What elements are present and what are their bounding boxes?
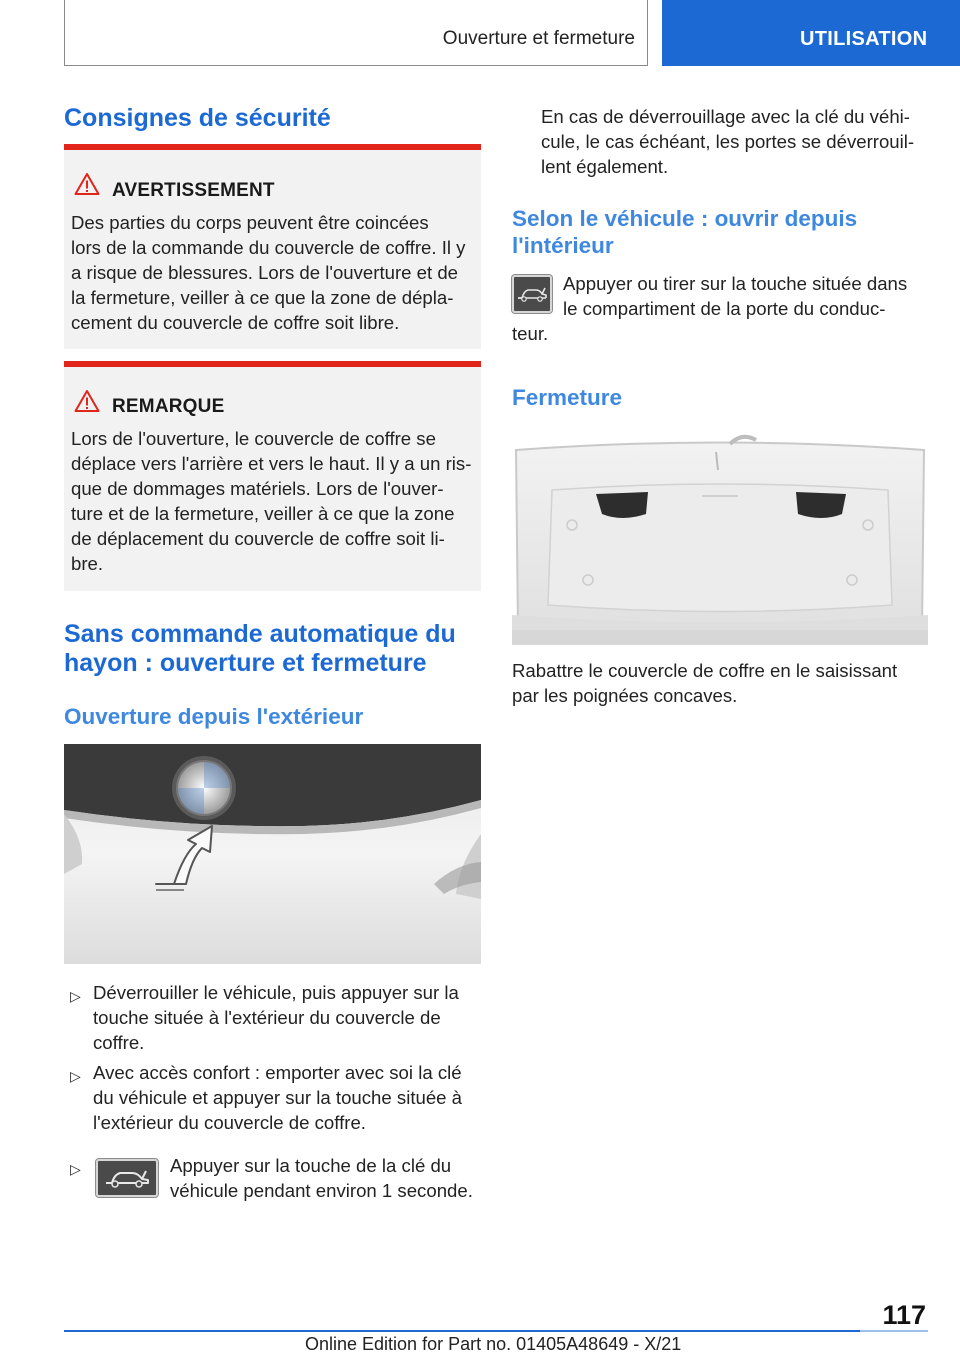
closing-line: Rabattre le couvercle de coffre en le saisissant bbox=[512, 660, 898, 681]
intro-line: lent également. bbox=[541, 156, 669, 177]
warning-line: lors de la commande du couvercle de coffre. Il y bbox=[71, 237, 466, 258]
section-heading bbox=[64, 620, 456, 678]
warning-line: a risque de blessures. Lors de l'ouverture et de bbox=[71, 262, 459, 283]
bullet-line: coffre. bbox=[93, 1032, 145, 1053]
interior-text bbox=[563, 271, 907, 321]
bullet-line: l'extérieur du couvercle de coffre. bbox=[93, 1112, 366, 1133]
remark-line: ture et de la fermeture, veiller à ce que la zone bbox=[71, 503, 455, 524]
bullet-line: Avec accès confort : emporter avec soi la clé bbox=[93, 1062, 462, 1083]
remark-notice bbox=[64, 361, 481, 591]
interior-heading bbox=[512, 205, 857, 259]
warning-line: Des parties du corps peuvent être coincées bbox=[71, 212, 429, 233]
remark-title: REMARQUE bbox=[112, 396, 225, 417]
trunk-interior-illustration bbox=[512, 430, 928, 645]
interior-line: Appuyer ou tirer sur la touche située dans bbox=[563, 273, 908, 294]
interior-heading-line: Selon le véhicule : ouvrir depuis bbox=[512, 206, 858, 231]
bullet-line: Appuyer sur la touche de la clé du bbox=[170, 1155, 452, 1176]
bullet-item bbox=[170, 1153, 473, 1203]
bullet-marker: ▷ bbox=[70, 988, 81, 1004]
section-heading-line: Sans commande automatique du bbox=[64, 620, 456, 648]
remark-line: déplace vers l'arrière et vers le haut. Il y a un ris- bbox=[71, 453, 472, 474]
bullet-line: du véhicule et appuyer sur la touche située à bbox=[93, 1087, 463, 1108]
safety-heading: Consignes de sécurité bbox=[64, 104, 331, 132]
header-section-title: Ouverture et fermeture bbox=[442, 28, 635, 49]
remark-line: Lors de l'ouverture, le couvercle de coffre se bbox=[71, 428, 436, 449]
intro-paragraph bbox=[541, 104, 914, 179]
remark-line: de déplacement du couvercle de coffre soit li- bbox=[71, 528, 445, 549]
section-heading-line: hayon : ouverture et fermeture bbox=[64, 649, 427, 677]
bullet-marker: ▷ bbox=[70, 1161, 81, 1177]
bullet-marker: ▷ bbox=[70, 1068, 81, 1084]
warning-notice bbox=[64, 144, 481, 349]
remark-body bbox=[71, 426, 477, 576]
remark-line: que de dommages matériels. Lors de l'ouver- bbox=[71, 478, 444, 499]
intro-line: En cas de déverrouillage avec la clé du véhi- bbox=[541, 106, 910, 127]
bullet-item bbox=[93, 1060, 462, 1135]
bullet-line: touche située à l'extérieur du couvercle de bbox=[93, 1007, 441, 1028]
bullet-line: véhicule pendant environ 1 seconde. bbox=[170, 1180, 473, 1201]
key-trunk-button-icon bbox=[96, 1159, 158, 1197]
footer-edition: Online Edition for Part no. 01405A48649 - X/21 bbox=[305, 1334, 682, 1354]
exterior-subheading: Ouverture depuis l'extérieur bbox=[64, 704, 364, 729]
intro-line: cule, le cas échéant, les portes se déverrouil- bbox=[541, 131, 915, 152]
warning-line: cement du couvercle de coffre soit libre. bbox=[71, 312, 400, 333]
interior-line: le compartiment de la porte du conduc- bbox=[563, 298, 886, 319]
header-chapter-label: UTILISATION bbox=[800, 28, 928, 50]
warning-triangle-icon bbox=[74, 389, 100, 413]
interior-heading-line: l'intérieur bbox=[512, 233, 614, 258]
footer-divider-accent bbox=[860, 1330, 928, 1332]
bullet-item bbox=[93, 980, 459, 1055]
closing-paragraph bbox=[512, 658, 897, 708]
warning-triangle-icon bbox=[74, 172, 100, 196]
header-section-box bbox=[64, 0, 648, 66]
interior-line: teur. bbox=[512, 323, 549, 344]
closing-heading: Fermeture bbox=[512, 385, 623, 410]
bullet-line: Déverrouiller le véhicule, puis appuyer sur la bbox=[93, 982, 459, 1003]
remark-line: bre. bbox=[71, 553, 104, 574]
warning-body bbox=[71, 210, 477, 335]
header-chapter-tab[interactable] bbox=[662, 0, 960, 66]
warning-title: AVERTISSEMENT bbox=[112, 180, 275, 201]
page-number: 117 bbox=[882, 1300, 926, 1330]
warning-line: la fermeture, veiller à ce que la zone de dépla- bbox=[71, 287, 454, 308]
closing-line: par les poignées concaves. bbox=[512, 685, 738, 706]
footer-divider bbox=[64, 1330, 864, 1332]
trunk-exterior-illustration bbox=[64, 744, 481, 964]
interior-trunk-button-icon bbox=[512, 275, 552, 313]
